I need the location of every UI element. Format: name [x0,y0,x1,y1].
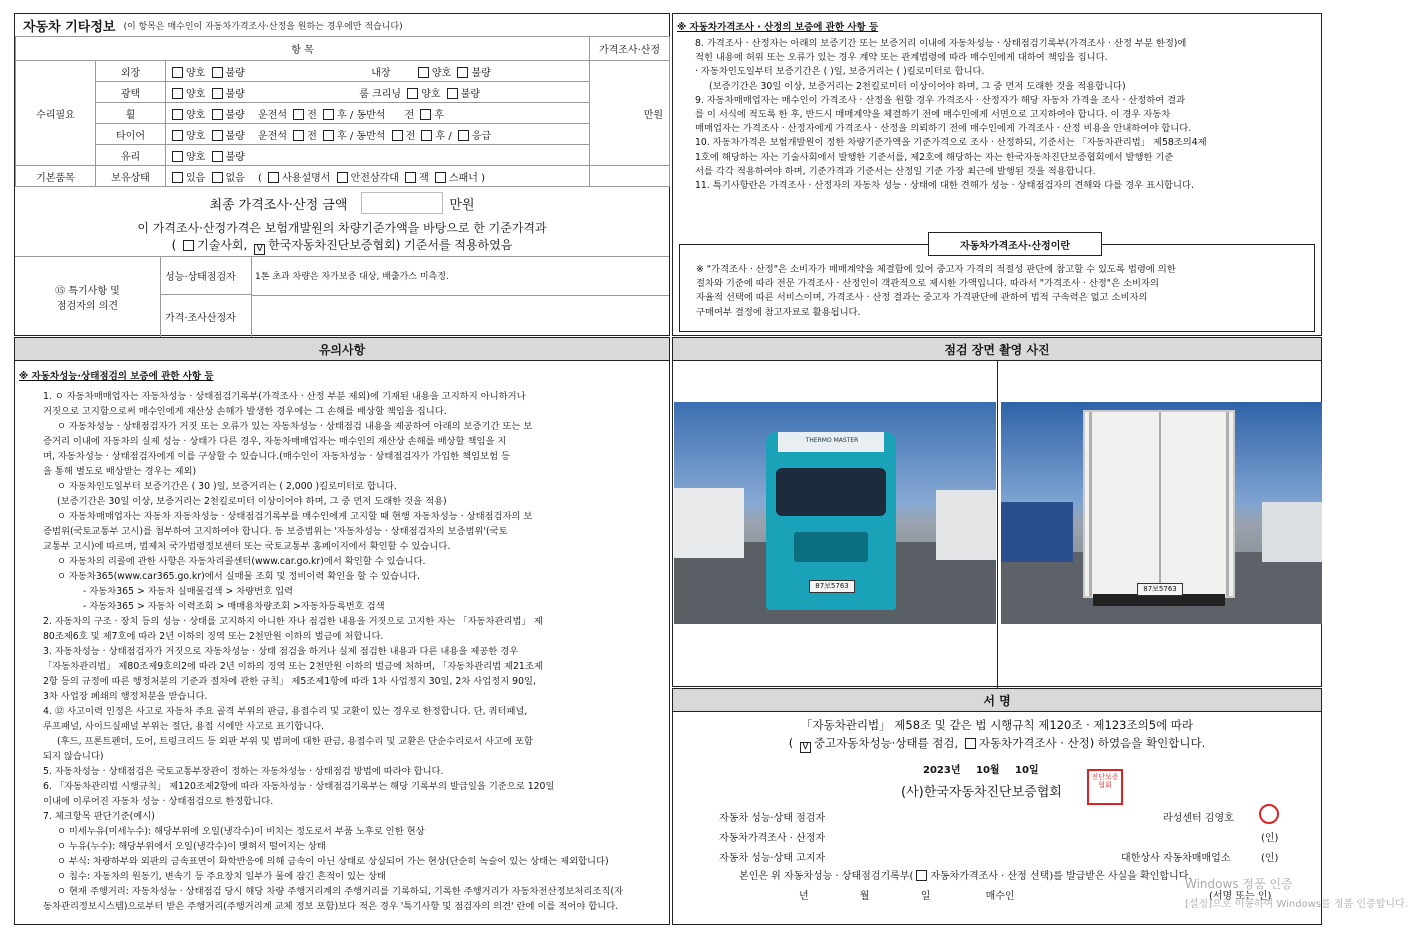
buyer-sign: (서명 또는 인) [1209,891,1272,902]
possession-have-checkbox[interactable] [172,172,183,183]
row-wheel: 휠 [96,103,166,124]
rear-plate: 87보5763 [1137,583,1183,596]
truck-brand-label: THERMO MASTER [805,437,859,444]
wheel-driver-front-checkbox[interactable] [293,109,304,120]
notes-line: ㅇ 누유(누수): 해당부위에서 오일(냉각수)이 맺혀서 떨어지는 상태 [57,841,326,852]
sig-line2: ( V 중고자동차성능·상태를 점검, 자동차가격조사 · 산정) 하였음을 확인합니다. [788,736,1206,752]
notes-line: 증거리 이내에 자동차의 실제 성능 · 상태가 다른 경우, 자동차매매업자는 매수인의 재산상 손해를 배상할 책임을 지 [43,436,507,447]
price-guarantee-line: 매매업자는 가격조사 · 산정자에게 가격조사 · 산정을 의뢰하기 전에 매수인에게 가격조사 · 산정 비용을 안내하여야 합니다. [695,123,1192,135]
sig-confirm-checkbox[interactable] [916,870,927,881]
interior-bad-checkbox[interactable] [457,67,468,78]
other-info-title: 자동차 기타정보 [23,19,116,35]
sig-date: 2023년 10월 10일 [923,765,1039,776]
inspector-note: 1톤 초과 차량은 자가보증 대상, 배출가스 미측정. [255,272,449,282]
sig-bottom-date: 년 월 일 매수인 [799,891,1015,902]
cleaning-good-checkbox[interactable] [407,88,418,99]
col-price-header: 가격조사·산정 [590,37,670,61]
price-guarantee-line: 8. 가격조사 · 산정자는 아래의 보증기간 또는 보증거리 이내에 자동차성능 · 상태점검기록부(가격조사 · 산정 부분 한정)에 [695,38,1187,49]
price-box-lines [696,263,1176,320]
notes-line: 루프패널, 사이드실패널 부위는 절단, 용접 시에만 사고로 표기합니다. [43,721,325,732]
col-item-header: 항 목 [16,37,590,61]
notes-panel [14,337,670,925]
notes-line: 이내에 이루어진 자동차 성능 · 상태점검으로 한정합니다. [43,796,274,807]
row-exterior: 외장 [96,61,166,82]
wheel-good-checkbox[interactable] [172,109,183,120]
notes-line: ㅇ 부식: 차량하부와 외판의 금속표면이 화학반응에 의해 금속이 아닌 상태로 상실되어 가는 현상(단순히 녹슬어 있는 상태는 제외합니다) [57,856,609,867]
sig-appraiser-seal: (인) [1261,833,1279,844]
inspector-seal-icon [1259,804,1279,824]
repair-label: 수리필요 [16,61,96,166]
price-guarantee-line: · 자동차인도일부터 보증기간은 ( )일, 보증거리는 ( )킬로미터로 합니다. [695,66,985,78]
notes-lines [43,389,665,914]
notes-line: (후드, 프론트펜더, 도어, 트렁크리드 등 외판 부위 및 범퍼에 대한 판금, 용접수리 및 교환은 단순수리로서 사고에 포함 [57,736,533,747]
notes-line: 동차관리정보시스템)으로부터 받은 주행거리(주행거리계 교체 정보 포함)보다 적은 경우 '특기사항 및 점검자의 의견' 란에 이를 적어야 합니다. [43,901,619,912]
final-price-row [15,189,669,217]
price-guarantee-line: 적힌 내용에 허위 또는 오류가 있는 경우 계약 또는 관계법령에 따라 매수인에게 대하여 책임을 집니다. [695,52,1108,64]
sig-inspection-checkbox[interactable]: V [800,742,811,753]
notes-line: 80조제6호 및 제7호에 따라 2년 이하의 징역 또는 2천만원 이하의 벌금에 처합니다. [43,631,384,642]
notes-line: 거짓으로 고지함으로써 매수인에게 재산상 손해가 발생한 경우에는 그 손해를 배상할 책임을 집니다. [43,406,447,417]
notes-line: 4. ⑫ 사고이력 인정은 사고로 자동차 주요 골격 부위의 판금, 용접수리 및 교환이 있는 경우로 한정합니다. 단, 쿼터패널, [43,706,528,717]
tire-good-checkbox[interactable] [172,130,183,141]
interior-good-checkbox[interactable] [418,67,429,78]
triangle-checkbox[interactable] [337,172,348,183]
truck-rear-box [1083,410,1235,598]
windows-activation-line1: Windows 정품 인증 [1185,877,1293,891]
price-man-won: 만원 [590,61,670,166]
price-guarantee-line: (보증기간은 30일 이상, 보증거리는 2천킬로미터 이상이어야 하며, 그 중 먼저 도래한 것을 적용합니다) [709,80,1126,92]
spanner-checkbox[interactable] [435,172,446,183]
cleaning-bad-checkbox[interactable] [447,88,458,99]
basis-tech-checkbox[interactable] [183,240,194,251]
price-guarantee-line: 1호에 해당하는 자는 기술사회에서 발행한 기준서를, 제2호에 해당하는 자는 한국자동차진단보증협회에서 발행한 기준 [695,151,1174,163]
sig-inspector-name: 라성센터 김영호 [1163,813,1234,824]
exterior-bad-checkbox[interactable] [212,67,223,78]
price-box [679,244,1315,332]
final-price-unit: 만원 [449,197,475,213]
gloss-bad-checkbox[interactable] [212,88,223,99]
price-guarantee-lines [695,37,1317,193]
row-glass: 유리 [96,145,166,166]
inspector-label: 성능·상태점검자 [160,257,252,295]
photos-title: 점검 장면 촬영 사진 [673,338,1321,361]
notes-line: 7. 체크항목 판단기준(예시) [43,811,155,822]
price-box-title: 자동차가격조사·산정이란 [928,232,1102,256]
glass-good-checkbox[interactable] [172,151,183,162]
notes-line: ㅇ 자동차성능 · 상태점검자가 거짓 또는 오류가 있는 자동차성능 · 상태점검 내용을 제공하여 아래의 보증기간 또는 보 [57,421,533,432]
basis-assoc-checkbox[interactable]: V [254,244,265,255]
tire-driver-rear-checkbox[interactable] [323,130,334,141]
other-info-subtitle: (이 항목은 매수인이 자동차가격조사·산정을 원하는 경우에만 적습니다) [123,21,403,32]
repair-table: 항 목 가격조사·산정 수리필요 외장 양호 불량 내장 양호 불량 만원 광택 양호 불량 룸 크리닝 양호 불량 휠 양호 불량 운전석 전 후 / 동반석 전 후 타이어 양호 불량 운전석 전 후 / 동반석 전 후 / 응급 유리 양호 불량 기본품목 보유상태 있음 없음 ( 사용설명서 안전삼각대 잭 스패너 ) [15,36,670,187]
manual-checkbox[interactable] [268,172,279,183]
price-guarantee-panel [672,13,1322,336]
price-box-line: 자율적 선택에 따른 서비스이며, 가격조사 · 산정 결과는 중고자 가격판단에 관하여 법적 구속력은 없고 소비자의 [696,292,1148,304]
price-box-line: ※ "가격조사 · 산정"은 소비자가 매매계약을 체결함에 있어 중고자 가격의 적절성 판단에 참고할 수 있도록 법령에 의한 [696,264,1176,275]
notes-line: ㅇ 미세누유(미세누수): 해당부위에 오일(냉각수)이 비치는 정도로서 부품 노후로 인한 현상 [57,826,425,837]
sig-row-notifier: 자동차 성능·상태 고지자 [719,853,826,864]
notes-line: 을 통해 별도로 배상받는 경우는 제외) [43,466,197,477]
truck-rear-photo [1001,402,1322,624]
row-tire: 타이어 [96,124,166,145]
basic-items-label: 기본품목 [16,166,96,187]
price-box-line: 절차와 기준에 따라 전문 가격조사 · 산정인이 객관적으로 제시한 가액입니다. 따라서 "가격조사 · 산정"은 소비자의 [696,278,1159,290]
wheel-driver-rear-checkbox[interactable] [323,109,334,120]
notes-line: ㅇ 현재 주행거리: 자동차성능 · 상태점검 당시 해당 차량 주행거리계의 주행거리를 기록하되, 기록한 주행거리가 자동차전산정보처리조직(자 [57,886,623,897]
final-price-label: 최종 가격조사·산정 금액 [209,197,348,213]
association-seal: 진단보증협회 [1087,769,1123,805]
wheel-bad-checkbox[interactable] [212,109,223,120]
other-info-header [15,14,669,37]
notes-line: - 자동차365 > 자동차 실매물검색 > 차량번호 입력 [83,586,294,597]
price-guarantee-line: 10. 자동차가격은 보험개발원이 정한 차량기준가액을 기준가격으로 조사 · 산정하되, 기준서는 「자동차관리법」 제58조의4제 [695,137,1207,149]
sig-line1: 「자동차관리법」 제58조 및 같은 법 시행규칙 제120조 · 제123조의5에 따라 [800,718,1194,732]
price-guarantee-heading: ※ 자동차가격조사 · 산정의 보증에 관한 사항 등 [677,22,879,33]
glass-bad-checkbox[interactable] [212,151,223,162]
signature-panel [672,688,1408,925]
final-price-input[interactable] [361,192,443,214]
notes-heading: ※ 자동차성능·상태점검의 보증에 관한 사항 등 [19,371,214,382]
notes-line: - 자동차365 > 자동차 이력조회 > 매매용차량조회 >자동차등록번호 검색 [83,601,385,612]
notes-line: 2항 등의 규정에 따른 행정처분의 기준과 절차에 관한 규칙」 제5조제1항에 따라 1차 사업정지 30일, 2차 사업정지 90일, [43,676,536,687]
tire-bad-checkbox[interactable] [212,130,223,141]
notes-line: 3. 자동차성능 · 상태점검자가 거짓으로 자동차성능 · 상태 점검을 하거나 실제 점검한 내용과 다른 내용을 제공한 경우 [43,646,519,657]
notes-line: (보증기간은 30일 이상, 보증거리는 2천킬로미터 이상이어야 하며, 그 중 먼저 도래한 것을 적용) [57,496,447,507]
tire-driver-front-checkbox[interactable] [293,130,304,141]
sig-org: (사)한국자동차진단보증협회 [901,785,1062,800]
price-guarantee-line: 서를 각각 적용하여야 하며, 기준가격과 기준서는 산정일 기준 가장 최근에 발행된 것을 적용합니다. [695,165,1096,177]
row-interior: 내장 [371,67,391,79]
tire-passenger-front-checkbox[interactable] [392,130,403,141]
sig-row-appraiser: 자동차가격조사 · 산정자 [719,833,826,844]
notes-line: 「자동차관리법」 제80조제9호의2에 따라 2년 이하의 징역 또는 2천만원 이하의 벌금에 처하며, 「자동차관리법 제21조제 [43,661,543,672]
truck-front-photo [674,402,996,624]
photos-panel [672,337,1322,687]
possession-none-checkbox[interactable] [212,172,223,183]
notes-line: ㅇ 침수: 자동차의 원동기, 변속기 등 주요장치 일부가 물에 잠긴 흔적이 있는 상태 [57,871,386,882]
notes-line: 1. ㅇ 자동차매매업자는 자동차성능 · 상태점검기록부(가격조사 · 산정 부분 제외)에 기재된 내용을 고지하지 아니하거나 [43,391,526,402]
basis-line2: ( 기술사회, V 한국자동차진단보증협회) 기준서를 적용하였음 [171,238,513,254]
notes-line: ㅇ 자동차365(www.car365.go.kr)에서 실매물 조회 및 정비이력 확인을 할 수 있습니다. [57,571,420,582]
notes-line: 교통부 고시)에 따르며, 법제처 국가법령정보센터 또는 국토교통부 홈페이지에서 확인할 수 있습니다. [43,541,451,552]
front-plate: 87보5763 [809,580,855,593]
appraiser-label: 가격·조사산정자 [160,295,252,337]
exterior-good-checkbox[interactable] [172,67,183,78]
notes-line: 되지 않습니다) [43,751,104,762]
tire-emergency-checkbox[interactable] [458,130,469,141]
sig-notifier-name: 대한상사 자동차매매업소 [1121,853,1231,864]
wheel-passenger-front-checkbox[interactable] [420,109,431,120]
basis-line1: 이 가격조사·산정가격은 보험개발원의 차량기준가액을 바탕으로 한 기준가격과 [137,221,547,235]
notes-line: 2. 자동차의 구조 · 장치 등의 성능 · 상태를 고지하지 아니한 자나 점검한 내용을 거짓으로 고지한 자는 「자동차관리법」 제 [43,616,543,627]
gloss-good-checkbox[interactable] [172,88,183,99]
price-guarantee-line: 9. 자동차매매업자는 매수인이 가격조사 · 산정을 원할 경우 가격조사 · 산정자가 해당 자동차 가격을 조사 · 산정하여 결과 [695,94,1186,106]
notes-title: 유의사항 [15,338,669,361]
other-info-panel [14,13,670,336]
jack-checkbox[interactable] [405,172,416,183]
notes-line: 5. 자동차성능 · 상태점검은 국토교통부장관이 정하는 자동차성능 · 상태점검 방법에 따라야 합니다. [43,766,444,777]
notes-line: 6. 「자동차관리법 시행규칙」 제120조제2항에 따라 자동차성능 · 상태점검기록부는 해당 기록부의 발급일을 기준으로 120일 [43,781,555,792]
windows-activation-line2: [설정]으로 이동하여 Windows를 정품 인증합니다. [1185,899,1408,910]
remarks-label: ⑮ 특기사항 및 점검자의 의견 [15,257,161,337]
truck-front-body [766,432,896,610]
notes-line: 증범위(국토교통부 고시)를 첨부하여 고지하여야 합니다. 동 보증범위는 '자동차성능 · 상태점검자의 보증범위'(국토 [43,526,508,537]
row-possession: 보유상태 [96,166,166,187]
price-guarantee-line: 11. 특기사항란은 가격조사 · 산정자의 자동차 성능 · 상태에 대한 견해가 성능 · 상태점검자의 견해와 다를 경우 표시합니다. [695,180,1194,192]
price-guarantee-line: 를 이 서식에 적도록 한 후, 반드시 매매계약을 체결하기 전에 매수인에게 서면으로 고지하여야 합니다. 이 경우 자동차 [695,109,1171,121]
notes-line: ㅇ 자동차의 리콜에 관한 사항은 자동차리콜센터(www.car.go.kr)에서 확인할 수 있습니다. [57,556,426,567]
sig-confirm: 본인은 위 자동차성능 · 상태점검기록부( 자동차가격조사 · 산정 선택)를 발급받은 사실을 확인합니다. [739,871,1192,882]
tire-passenger-rear-checkbox[interactable] [421,130,432,141]
notes-line: ㅇ 자동차매매업자는 자동차 자동차성능 · 상태점검기록부를 매수인에게 고지할 때 현행 자동차성능 · 상태점검자의 보 [57,511,533,522]
remarks-section [15,256,669,335]
notes-line: 3차 사업장 폐쇄의 행정처분을 받습니다. [43,691,208,702]
sig-row-inspector: 자동차 성능·상태 점검자 [719,813,826,824]
notes-line: ㅇ 자동차인도일부터 보증기간은 ( 30 )일, 보증거리는 ( 2,000 )킬로미터로 합니다. [57,481,397,492]
sig-appraisal-checkbox[interactable] [965,738,976,749]
sig-notifier-seal: (인) [1261,853,1279,864]
row-room-cleaning: 룸 크리닝 [359,88,402,100]
signature-title: 서 명 [673,689,1321,712]
notes-line: 며, 자동차성능 · 상태점검자에게 이를 구상할 수 있습니다.(매수인이 자동차성능 · 상태점검자가 가입한 책임보험 등 [43,451,510,462]
row-gloss: 광택 [96,82,166,103]
price-box-line: 구매여부 결정에 참고자료로 활용됩니다. [696,306,861,318]
